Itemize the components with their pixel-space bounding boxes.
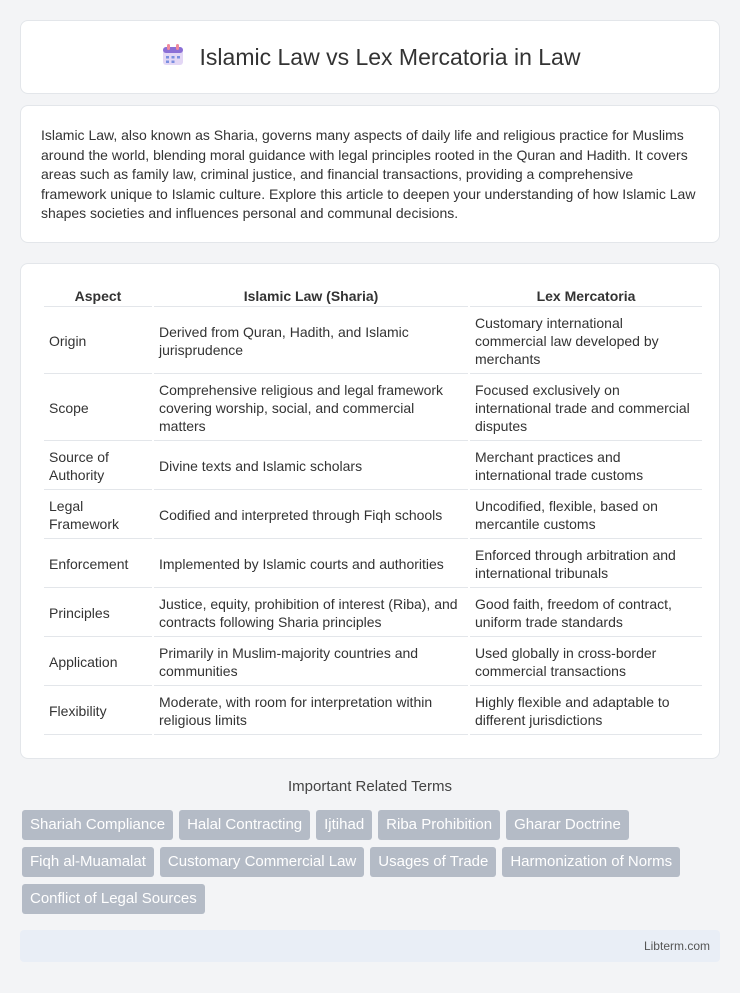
related-term-tag[interactable]: Ijtihad — [316, 810, 372, 840]
aspect-cell: Source of Authority — [44, 443, 152, 490]
table-row — [44, 309, 702, 374]
table-row — [44, 688, 702, 735]
aspect-cell: Legal Framework — [44, 492, 152, 539]
lex-mercatoria-cell: Focused exclusively on international trade and commercial disputes — [470, 376, 702, 441]
related-term-tag[interactable]: Harmonization of Norms — [502, 847, 680, 877]
footer-site-link[interactable]: Libterm.com — [643, 939, 710, 953]
aspect-cell: Scope — [44, 376, 152, 441]
islamic-law-cell: Justice, equity, prohibition of interest (Riba), and contracts following Sharia principles — [154, 590, 468, 637]
comparison-table-card — [20, 263, 720, 759]
lex-mercatoria-cell: Merchant practices and international trade customs — [470, 443, 702, 490]
lex-mercatoria-cell: Uncodified, flexible, based on mercantile customs — [470, 492, 702, 539]
lex-mercatoria-cell: Highly flexible and adaptable to different jurisdictions — [470, 688, 702, 735]
table-row — [44, 590, 702, 637]
aspect-cell: Application — [44, 639, 152, 686]
islamic-law-cell: Implemented by Islamic courts and authorities — [154, 541, 468, 588]
islamic-law-cell: Primarily in Muslim-majority countries and communities — [154, 639, 468, 686]
lex-mercatoria-cell: Used globally in cross-border commercial transactions — [470, 639, 702, 686]
column-header: Lex Mercatoria — [470, 286, 702, 307]
related-term-tag[interactable]: Fiqh al-Muamalat — [22, 847, 154, 877]
related-term-tag[interactable]: Usages of Trade — [370, 847, 496, 877]
aspect-cell: Flexibility — [44, 688, 152, 735]
table-header-row — [44, 286, 702, 307]
islamic-law-cell: Moderate, with room for interpretation within religious limits — [154, 688, 468, 735]
table-row — [44, 541, 702, 588]
table-row — [44, 376, 702, 441]
header-card — [20, 20, 720, 94]
related-terms-title: Important Related Terms — [288, 778, 452, 795]
comparison-table — [42, 284, 704, 737]
aspect-cell: Origin — [44, 309, 152, 374]
related-term-tag[interactable]: Conflict of Legal Sources — [22, 884, 205, 914]
table-row — [44, 492, 702, 539]
related-term-tag[interactable]: Gharar Doctrine — [506, 810, 629, 840]
islamic-law-cell: Divine texts and Islamic scholars — [154, 443, 468, 490]
table-row — [44, 443, 702, 490]
table-row — [44, 639, 702, 686]
aspect-cell: Principles — [44, 590, 152, 637]
column-header: Islamic Law (Sharia) — [154, 286, 468, 307]
related-term-tag[interactable]: Riba Prohibition — [378, 810, 500, 840]
related-term-tag[interactable]: Customary Commercial Law — [160, 847, 364, 877]
related-term-tag[interactable]: Shariah Compliance — [22, 810, 173, 840]
related-terms-tags — [22, 810, 702, 914]
related-term-tag[interactable]: Halal Contracting — [179, 810, 310, 840]
column-header: Aspect — [44, 286, 152, 307]
lex-mercatoria-cell: Good faith, freedom of contract, uniform trade standards — [470, 590, 702, 637]
aspect-cell: Enforcement — [44, 541, 152, 588]
calendar-icon — [160, 42, 186, 73]
islamic-law-cell: Derived from Quran, Hadith, and Islamic jurisprudence — [154, 309, 468, 374]
intro-card — [20, 105, 720, 243]
intro-text: Islamic Law, also known as Sharia, governs many aspects of daily life and religious practice for Muslims around the world, blending moral guidance with legal principles rooted in the Quran and Hadith. It covers areas such as family law, criminal justice, and financial transactions, providing a comprehensive framework unique to Islamic culture. Explore this article to deepen your understanding of how Islamic Law shapes societies and influences personal and communal decisions. — [41, 127, 696, 221]
lex-mercatoria-cell: Customary international commercial law developed by merchants — [470, 309, 702, 374]
lex-mercatoria-cell: Enforced through arbitration and international tribunals — [470, 541, 702, 588]
page-title: Islamic Law vs Lex Mercatoria in Law — [199, 43, 581, 70]
islamic-law-cell: Codified and interpreted through Fiqh schools — [154, 492, 468, 539]
islamic-law-cell: Comprehensive religious and legal framework covering worship, social, and commercial matters — [154, 376, 468, 441]
footer — [20, 930, 720, 962]
related-terms-section — [20, 778, 720, 795]
